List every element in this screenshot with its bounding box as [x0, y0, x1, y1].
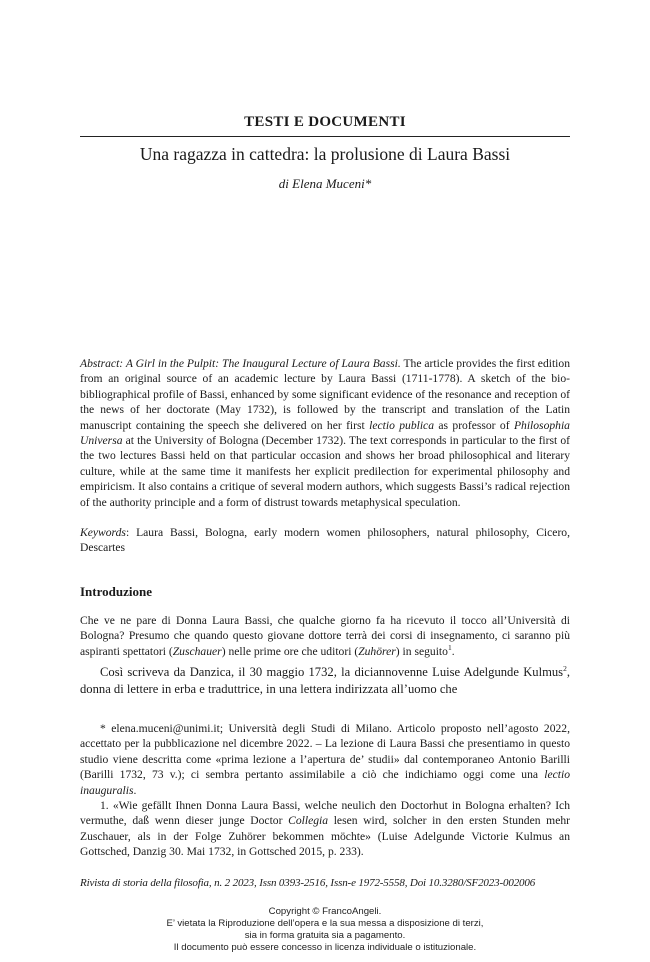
- keywords-text: : Laura Bassi, Bologna, early modern women philosophers, natural philosophy, Cicero, Descartes: [80, 526, 570, 555]
- journal-name: Rivista di storia della filosofia: [80, 877, 209, 889]
- intro-paragraph: [80, 664, 570, 698]
- footnote-1: [80, 798, 570, 860]
- abstract-text-2: as professor of: [434, 418, 514, 432]
- journal-citation: [80, 877, 570, 889]
- intro-heading: Introduzione: [80, 584, 152, 599]
- copyright-line-3: sia in forma gratuita sia a pagamento.: [244, 930, 406, 941]
- abstract-label: Abstract: A Girl in the Pulpit: The Inaugural Lecture of Laura Bassi.: [80, 357, 401, 370]
- abstract-em-2: Philosophia Universa: [80, 418, 570, 448]
- copyright-notice: [80, 906, 570, 954]
- fn-1-text-a: 1. «Wie gefällt Ihnen Donna Laura Bassi, welche neulich den Doctorhut in Bologna erhalten? Ich vermuthe, daß wenn dieser junge Doctor: [80, 799, 570, 828]
- footnotes: [80, 721, 570, 860]
- abstract-text-3: at the University of Bologna (December 1732). The text corresponds in particular to the first of the two lectures Bassi held on that particular occasion and shows her broad philosophical and literary culture, while at the same time it manifests her explicit predilection for experimental philosophy and empiricism. It also contains a critique of several modern authors, which suggests Bassi’s radical rejection of the authority principle and a form of distrust towards metaphysical speculation.: [80, 434, 570, 509]
- section-heading: TESTI E DOCUMENTI: [244, 114, 406, 130]
- fn-star-em: lectio inauguralis: [80, 768, 570, 797]
- copyright-line-4: Il documento può essere concesso in licenza individuale o istituzionale.: [173, 942, 477, 953]
- fn-star-text: * elena.muceni@unimi.it; Università degli Studi di Milano. Articolo proposto nell’agosto 2022, accettato per la pubblicazione nel dicembre 2022. – La lezione di Laura Bassi che presentiamo in questo studio viene descritta come «prima lezione a l’apertura de’ studii» dal contemporaneo Antonio Barilli (Barilli 1732, 73 v.); ci sembra pertanto assimilabile a ciò che indichiamo oggi come una: [80, 722, 570, 782]
- abstract-em-1: lectio publica: [369, 418, 435, 432]
- fn-star-end: .: [133, 783, 137, 797]
- quote-em-1: Zuschauer: [172, 644, 222, 658]
- journal-details: , n. 2 2023, Issn 0393-2516, Issn-e 1972-5558, Doi 10.3280/SF2023-002006: [208, 877, 536, 889]
- abstract: [80, 356, 570, 510]
- copyright-line-2: E’ vietata la Riproduzione dell’opera e la sua messa a disposizione di terzi,: [166, 918, 484, 929]
- footnote-ref-2[interactable]: 2: [563, 663, 567, 673]
- footnote-ref-1[interactable]: 1: [447, 642, 452, 652]
- abstract-text-1: The article provides the first edition from an original source of an academic lecture by Laura Bassi (1711-1778). A sketch of the bio-bibliographical profile of Bassi, enhanced by some significant evidence of the resonance and reception of the news of her doctorate (May 1732), is followed by the transcript and translation of the Latin manuscript containing the speech she delivered on her first: [80, 357, 570, 432]
- fn-1-em: Collegia: [288, 814, 329, 828]
- header-rule: [80, 136, 570, 137]
- quote-text-2: ) nelle prime ore che uditori (: [221, 644, 359, 658]
- quote-em-2: Zuhörer: [358, 644, 396, 658]
- keywords-label: Keywords: [80, 526, 126, 539]
- article-title: Una ragazza in cattedra: la prolusione di Laura Bassi: [139, 144, 511, 164]
- fn-1-text-b: lesen wird, solcher in den ersten Stunden mehr Zuschauer, als in der Folge Zuhörer bekommen möchte» (Luise Adelgunde Victorie Kulmus an Gottsched, Danzig 30. Mai 1732, in Gottsched 2015, p. 233).: [80, 814, 571, 859]
- keywords: [80, 525, 570, 556]
- intro-quote: [80, 613, 570, 659]
- quote-end: .: [451, 644, 455, 658]
- copyright-line-1: Copyright © FrancoAngeli.: [268, 906, 382, 917]
- article-author: di Elena Muceni*: [278, 176, 372, 191]
- para-text-1: Così scriveva da Danzica, il 30 maggio 1732, la diciannovenne Luise Adelgunde Kulmus: [100, 665, 564, 679]
- quote-text-3: ) in seguito: [395, 644, 448, 658]
- quote-text-1: Che ve ne pare di Donna Laura Bassi, che qualche giorno fa ha ricevuto il tocco all’Università di Bologna? Presumo che quando questo giovane dottore terrà dei corsi di insegnamento, ci saranno più aspiranti spettatori (: [80, 614, 570, 658]
- para-text-2: , donna di lettere in erba e traduttrice, in una lettera indirizzata all’uomo che: [80, 665, 570, 696]
- footnote-star: [80, 721, 570, 798]
